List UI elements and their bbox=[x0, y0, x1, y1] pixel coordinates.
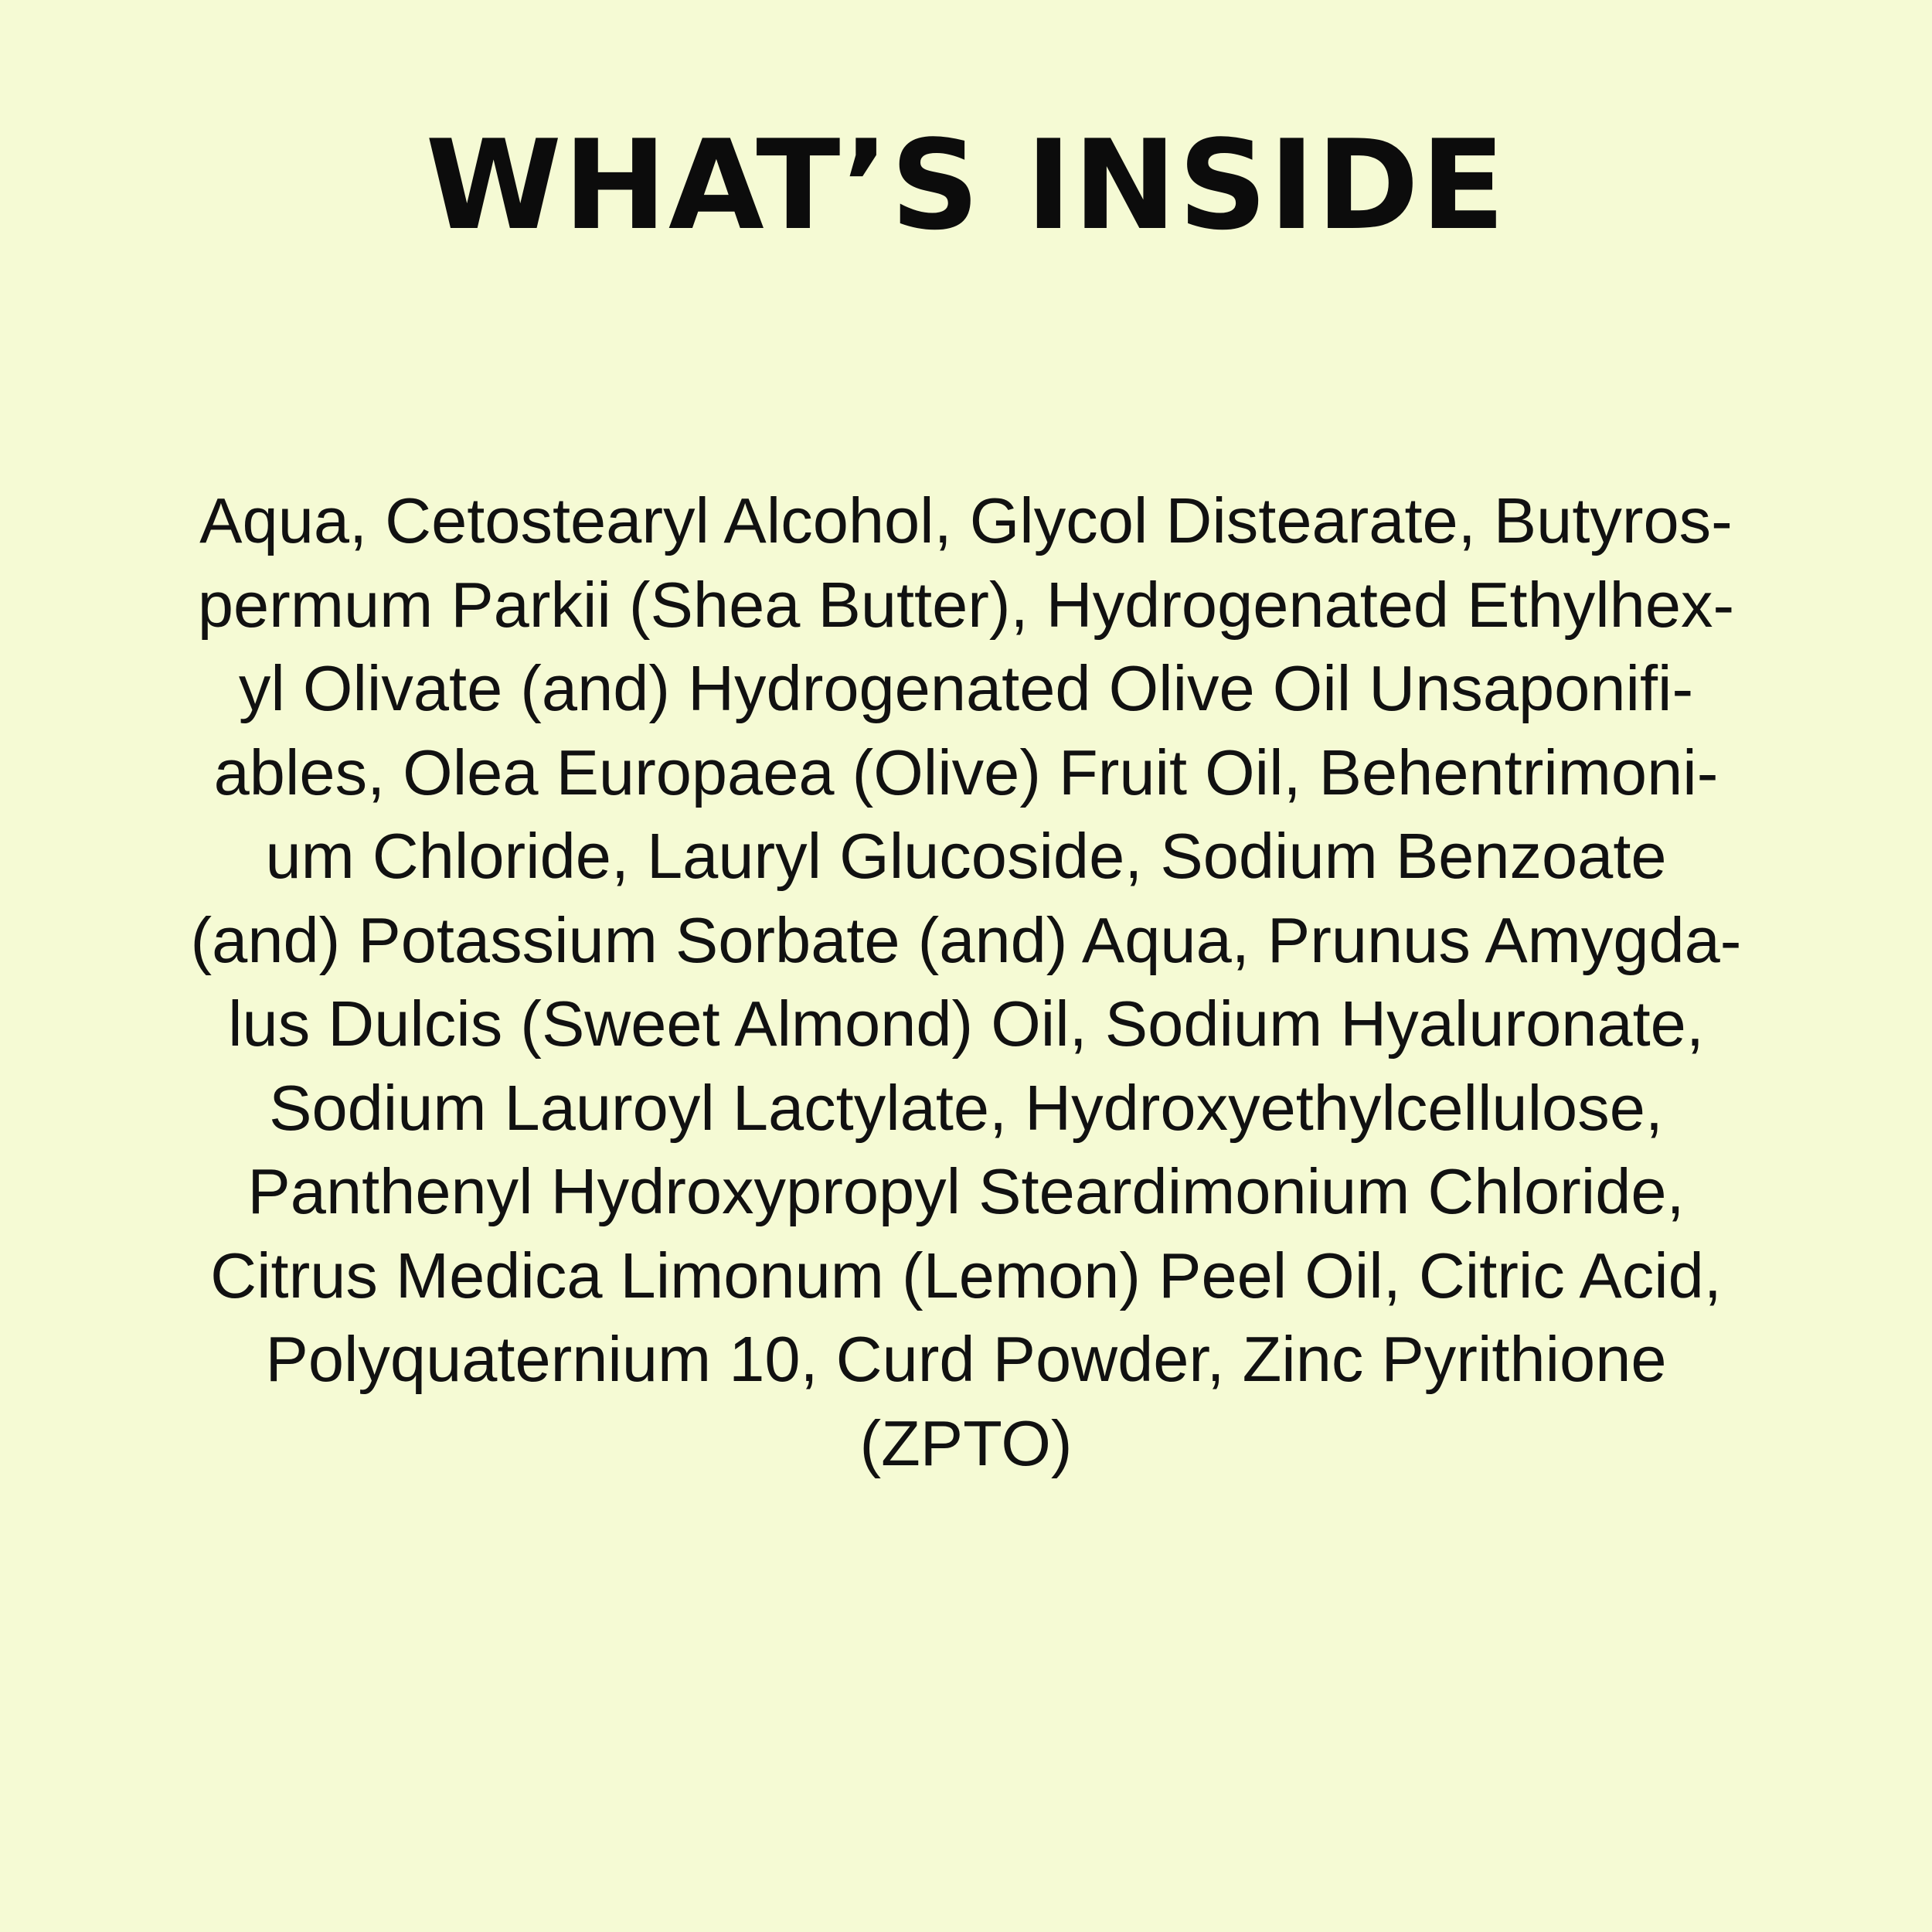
ingredients-line: ables, Olea Europaea (Olive) Fruit Oil, Behentrimoni- bbox=[213, 736, 1719, 808]
ingredients-line: Panthenyl Hydroxypropyl Steardimonium Chloride, bbox=[247, 1155, 1685, 1227]
ingredients-line: (and) Potassium Sorbate (and) Aqua, Prunus Amygda- bbox=[190, 903, 1742, 976]
ingredients-line: lus Dulcis (Sweet Almond) Oil, Sodium Hyaluronate, bbox=[228, 988, 1704, 1060]
ingredients-line: Citrus Medica Limonum (Lemon) Peel Oil, Citric Acid, bbox=[210, 1239, 1722, 1311]
ingredients-line: permum Parkii (Shea Butter), Hydrogenated Ethylhex- bbox=[197, 568, 1735, 641]
page-title: WHAT’S INSIDE bbox=[425, 113, 1507, 257]
ingredients-line: (ZPTO) bbox=[859, 1406, 1073, 1479]
ingredients-line: Sodium Lauroyl Lactylate, Hydroxyethylcellulose, bbox=[269, 1071, 1663, 1144]
ingredients-list bbox=[139, 479, 1793, 1485]
ingredients-line: Aqua, Cetostearyl Alcohol, Glycol Distearate, Butyros- bbox=[199, 485, 1733, 556]
ingredients-line: yl Olivate (and) Hydrogenated Olive Oil Unsaponifi- bbox=[238, 652, 1694, 724]
ingredients-line: um Chloride, Lauryl Glucoside, Sodium Benzoate bbox=[265, 820, 1667, 892]
ingredients-line: Polyquaternium 10, Curd Powder, Zinc Pyrithione bbox=[265, 1323, 1667, 1395]
